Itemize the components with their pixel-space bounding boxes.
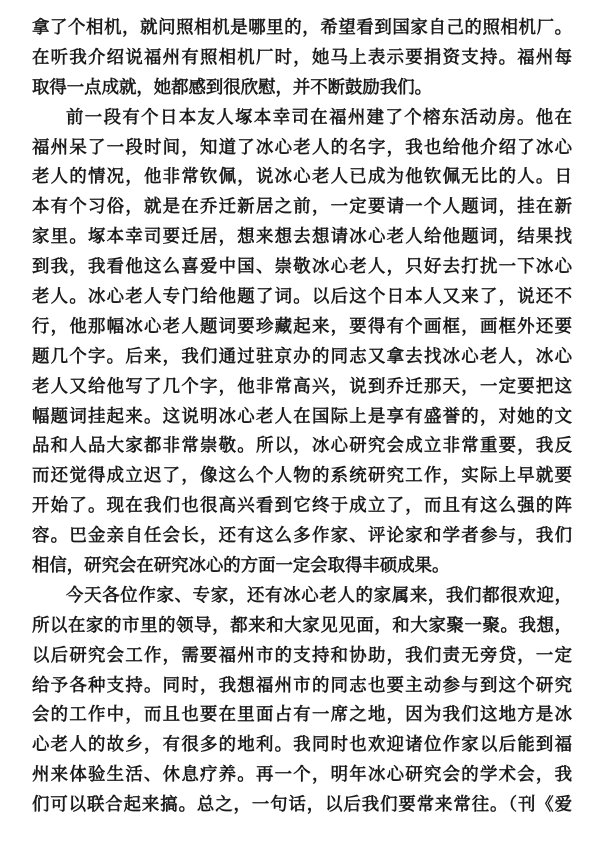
text-line: 相信，研究会在研究冰心的方面一定会取得丰硕成果。 bbox=[32, 556, 450, 576]
text-line: 取得一点成就，她都感到很欣慰，并不断鼓励我们。 bbox=[32, 77, 432, 98]
text-line: 心老人的故乡，有很多的地利。我同时也欢迎诸位作家以后能到福 bbox=[32, 735, 572, 756]
paragraph-first-line: 前一段有个日本友人塚本幸司在福州建了个榕东活动房。他在 bbox=[66, 107, 572, 128]
text-line: 品和人品大家都非常崇敬。所以，冰心研究会成立非常重要，我反 bbox=[32, 436, 572, 457]
text-line: 在听我介绍说福州有照相机厂时，她马上表示要捐资支持。福州每 bbox=[32, 47, 572, 68]
text-line: 题几个字。后来，我们通过驻京办的同志又拿去找冰心老人，冰心 bbox=[32, 346, 572, 367]
text-line: 开始了。现在我们也很高兴看到它终于成立了，而且有这么强的阵 bbox=[32, 496, 572, 517]
text-line: 老人又给他写了几个字，他非常高兴，说到乔迁那天，一定要把这 bbox=[32, 376, 572, 397]
text-line: 幅题词挂起来。这说明冰心老人在国际上是享有盛誉的，对她的文 bbox=[32, 406, 572, 427]
text-line: 行，他那幅冰心老人题词要珍藏起来，要得有个画框，画框外还要 bbox=[32, 316, 572, 337]
text-line: 以后研究会工作，需要福州市的支持和协助，我们责无旁贷，一定 bbox=[32, 645, 572, 666]
text-line: 而还觉得成立迟了，像这么个人物的系统研究工作，实际上早就要 bbox=[32, 466, 572, 487]
text-line: 所以在家的市里的领导，都来和大家见见面，和大家聚一聚。我想， bbox=[32, 615, 572, 636]
text-line: 州来体验生活、休息疗养。再一个，明年冰心研究会的学术会，我 bbox=[32, 765, 572, 786]
text-line: 老人的情况，他非常钦佩，说冰心老人已成为他钦佩无比的人。日 bbox=[32, 167, 572, 188]
text-line: 到我，我看他这么喜爱中国、崇敬冰心老人，只好去打扰一下冰心 bbox=[32, 257, 572, 278]
text-line: 福州呆了一段时间，知道了冰心老人的名字，我也给他介绍了冰心 bbox=[32, 137, 572, 158]
text-line: 给予各种支持。同时，我想福州市的同志也要主动参与到这个研究 bbox=[32, 675, 572, 696]
text-line: 们可以联合起来搞。总之，一句话，以后我们要常来常往。（刊《爱 bbox=[32, 795, 572, 816]
text-line: 拿了个相机，就问照相机是哪里的，希望看到国家自己的照相机厂。 bbox=[32, 18, 572, 38]
paragraph-first-line: 今天各位作家、专家，还有冰心老人的家属来，我们都很欢迎， bbox=[66, 585, 572, 606]
text-line: 家里。塚本幸司要迁居，想来想去想请冰心老人给他题词，结果找 bbox=[32, 227, 572, 248]
text-line: 容。巴金亲自任会长，还有这么多作家、评论家和学者参与，我们 bbox=[32, 526, 572, 547]
text-line: 本有个习俗，就是在乔迁新居之前，一定要请一个人题词，挂在新 bbox=[32, 197, 572, 218]
text-line: 会的工作中，而且也要在里面占有一席之地，因为我们这地方是冰 bbox=[32, 705, 572, 726]
text-line: 老人。冰心老人专门给他题了词。以后这个日本人又来了，说还不 bbox=[32, 287, 572, 307]
